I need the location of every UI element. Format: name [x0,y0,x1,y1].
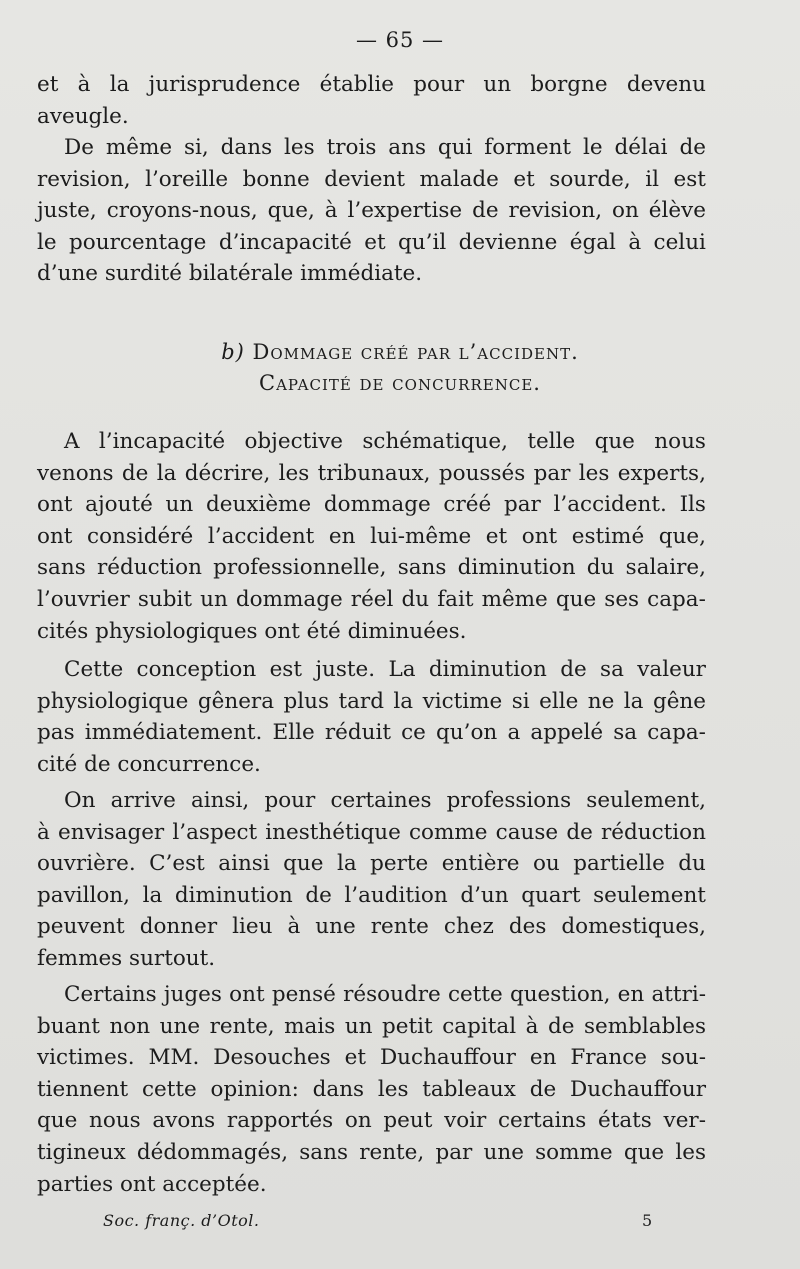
text-line: l’ouvrier subit un dommage réel du fait même que ses capa- [37,586,706,612]
text-line: On arrive ainsi, pour certaines professions seulement, [64,788,706,813]
section-heading [0,336,800,369]
text-line: ont ajouté un deuxième dommage créé par l’accident. Ils [37,492,706,518]
text-line: Certains juges ont pensé résoudre cette question, en attri- [64,982,706,1007]
text-line: aveugle. [37,103,129,129]
text-line: A l’incapacité objective schématique, telle que nous [64,429,706,454]
text-line: parties ont acceptée. [37,1171,267,1197]
paragraph-juges [37,979,706,1200]
text-line: revision, l’oreille bonne devient malade et sourde, il est [37,166,706,192]
text-line: cités physiologiques ont été diminuées. [37,618,467,644]
text-line: cité de concurrence. [37,751,261,777]
text-line: pas immédiatement. Elle réduit ce qu’on a appelé sa capa- [37,720,706,746]
text-line: femmes surtout. [37,945,216,971]
paragraph-continued [37,69,706,132]
text-line: sans réduction professionnelle, sans diminution du salaire, [37,555,706,581]
footer-journal: Soc. franç. d’Otol. [103,1211,260,1230]
text-line: d’une surdité bilatérale immédiate. [37,261,423,287]
text-line: juste, croyons-nous, que, à l’expertise de revision, on élève [37,198,706,224]
section-title: Dommage créé par l’accident. [252,340,579,364]
text-line: physiologique gênera plus tard la victime si elle ne la gêne [37,688,706,714]
text-line: De même si, dans les trois ans qui forment le délai de [64,135,706,160]
paragraph-conception [37,654,706,780]
text-line: ont considéré l’accident en lui-même et ont estimé que, [37,523,706,549]
section-subtitle: Capacité de concurrence. [259,371,541,395]
text-line: venons de la décrire, les tribunaux, poussés par les experts, [37,460,706,486]
text-line: que nous avons rapportés on peut voir certains états ver- [37,1108,706,1134]
text-line: tiennent cette opinion: dans les tableaux de Duchauffour [37,1076,706,1102]
text-line: Cette conception est juste. La diminution de sa valeur [64,657,706,682]
text-line: à envisager l’aspect inesthétique comme cause de réduction [37,819,706,845]
text-line: victimes. MM. Desouches et Duchauffour en France sou- [37,1045,706,1071]
paragraph-inesthetique [37,785,706,975]
footer-signature: 5 [642,1211,653,1230]
text-line: tigineux dédommagés, sans rente, par une somme que les [37,1139,706,1165]
paragraph-incapacite [37,426,706,647]
paragraph-revision [37,132,706,290]
text-line: et à la jurisprudence établie pour un borgne devenu [37,72,706,97]
text-line: le pourcentage d’incapacité et qu’il devienne égal à celui [37,229,706,255]
page-number: — 65 — [355,28,445,52]
text-line: ouvrière. C’est ainsi que la perte entière ou partielle du [37,851,706,877]
text-line: pavillon, la diminution de l’audition d’un quart seulement [37,882,706,908]
section-marker: b) [221,340,245,364]
text-line: peuvent donner lieu à une rente chez des domestiques, [37,914,706,940]
text-line: buant non une rente, mais un petit capital à de semblables [37,1013,706,1039]
